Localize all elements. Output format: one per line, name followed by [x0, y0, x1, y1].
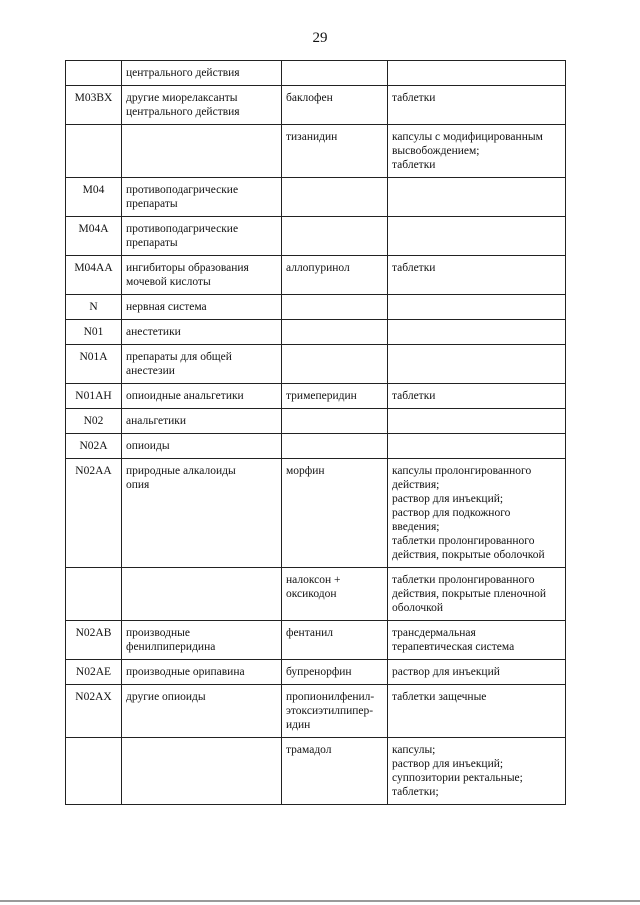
code-text: N02AX — [75, 691, 112, 703]
atc-code-cell — [66, 384, 122, 409]
form-text-line: таблетки пролонгированного — [392, 535, 535, 547]
atc-code-cell — [66, 178, 122, 217]
group-name-cell — [122, 217, 282, 256]
code-text: N02AB — [75, 627, 112, 639]
dosage-form-cell — [388, 459, 566, 568]
table-row — [66, 384, 566, 409]
code-text: N01AH — [75, 390, 112, 402]
drug-name-cell — [282, 86, 388, 125]
drug-name-cell — [282, 384, 388, 409]
name-text-line: опия — [126, 479, 150, 491]
dosage-form-cell — [388, 568, 566, 621]
table-row — [66, 459, 566, 568]
dosage-form-cell — [388, 217, 566, 256]
atc-code-cell — [66, 345, 122, 384]
dosage-form-cell — [388, 384, 566, 409]
atc-code-cell — [66, 125, 122, 178]
code-text: N01A — [79, 351, 108, 363]
form-text-line: таблетки защечные — [392, 691, 487, 703]
group-name-cell — [122, 345, 282, 384]
drug-table — [65, 60, 566, 805]
drug-text-line: тизанидин — [286, 131, 338, 143]
table-row — [66, 568, 566, 621]
page-number: 29 — [312, 30, 328, 46]
form-text-line: таблетки; — [392, 786, 439, 798]
name-text-line: опиоиды — [126, 440, 170, 452]
code-text: M03BX — [74, 92, 113, 104]
drug-name-cell — [282, 217, 388, 256]
drug-name-cell — [282, 685, 388, 738]
form-text-line: раствор для инъекций; — [392, 758, 504, 770]
name-text-line: мочевой кислоты — [126, 276, 211, 288]
form-text-line: суппозитории ректальные; — [392, 772, 523, 784]
atc-code-cell — [66, 660, 122, 685]
table-row — [66, 61, 566, 86]
form-text-line: раствор для подкожного — [392, 507, 511, 519]
code-text: N02 — [83, 415, 104, 427]
table-row — [66, 320, 566, 345]
group-name-cell — [122, 568, 282, 621]
form-text-line: капсулы; — [392, 744, 436, 756]
atc-code-cell — [66, 217, 122, 256]
drug-text-line: морфин — [286, 465, 325, 477]
dosage-form-cell — [388, 256, 566, 295]
dosage-form-cell — [388, 86, 566, 125]
code-text: M04A — [78, 223, 109, 235]
table-row — [66, 178, 566, 217]
group-name-cell — [122, 295, 282, 320]
form-text-line: оболочкой — [392, 602, 444, 614]
dosage-form-cell — [388, 685, 566, 738]
name-text-line: противоподагрические — [126, 223, 239, 235]
atc-code-cell — [66, 434, 122, 459]
name-text-line: анестезии — [126, 365, 175, 377]
group-name-cell — [122, 434, 282, 459]
dosage-form-cell — [388, 621, 566, 660]
table-row — [66, 738, 566, 805]
atc-code-cell — [66, 256, 122, 295]
table-row — [66, 660, 566, 685]
group-name-cell — [122, 409, 282, 434]
group-name-cell — [122, 125, 282, 178]
atc-code-cell — [66, 61, 122, 86]
dosage-form-cell — [388, 345, 566, 384]
table-row — [66, 256, 566, 295]
atc-code-cell — [66, 621, 122, 660]
drug-text-line: аллопуринол — [286, 262, 350, 274]
drug-text-line: пропионилфенил- — [286, 691, 375, 703]
group-name-cell — [122, 660, 282, 685]
drug-text-line: этоксиэтилпипер- — [286, 705, 374, 717]
drug-name-cell — [282, 660, 388, 685]
name-text-line: другие опиоиды — [126, 691, 206, 703]
drug-name-cell — [282, 345, 388, 384]
code-text: N01 — [83, 326, 104, 338]
name-text-line: препараты — [126, 198, 178, 210]
table-row — [66, 345, 566, 384]
form-text-line: раствор для инъекций; — [392, 493, 504, 505]
drug-name-cell — [282, 178, 388, 217]
name-text-line: опиоидные анальгетики — [126, 390, 244, 402]
form-text-line: трансдермальная — [392, 627, 476, 639]
form-text-line: капсулы с модифицированным — [392, 131, 543, 143]
table-row — [66, 125, 566, 178]
dosage-form-cell — [388, 409, 566, 434]
form-text-line: введения; — [392, 521, 440, 533]
form-text-line: действия; — [392, 479, 440, 491]
form-text-line: капсулы пролонгированного — [392, 465, 532, 477]
atc-code-cell — [66, 685, 122, 738]
code-text: N02A — [79, 440, 108, 452]
name-text-line: природные алкалоиды — [126, 465, 236, 477]
code-text: N02AA — [75, 465, 112, 477]
name-text-line: нервная система — [126, 301, 207, 313]
drug-name-cell — [282, 320, 388, 345]
drug-text-line: оксикодон — [286, 588, 337, 600]
form-text-line: таблетки пролонгированного — [392, 574, 535, 586]
form-text-line: раствор для инъекций — [392, 666, 500, 678]
drug-text-line: бупренорфин — [286, 666, 352, 678]
name-text-line: центрального действия — [126, 106, 240, 118]
table-body — [66, 61, 566, 805]
atc-code-cell — [66, 320, 122, 345]
name-text-line: производные — [126, 627, 190, 639]
name-text-line: центрального действия — [126, 67, 240, 79]
atc-code-cell — [66, 295, 122, 320]
drug-name-cell — [282, 621, 388, 660]
group-name-cell — [122, 621, 282, 660]
drug-name-cell — [282, 295, 388, 320]
dosage-form-cell — [388, 61, 566, 86]
group-name-cell — [122, 178, 282, 217]
drug-name-cell — [282, 409, 388, 434]
dosage-form-cell — [388, 125, 566, 178]
group-name-cell — [122, 685, 282, 738]
form-text-line: таблетки — [392, 92, 436, 104]
atc-code-cell — [66, 568, 122, 621]
group-name-cell — [122, 61, 282, 86]
name-text-line: анальгетики — [126, 415, 187, 427]
drug-name-cell — [282, 256, 388, 295]
drug-text-line: идин — [286, 719, 311, 731]
drug-text-line: баклофен — [286, 92, 333, 104]
name-text-line: фенилпиперидина — [126, 641, 216, 653]
form-text-line: таблетки — [392, 262, 436, 274]
table-row — [66, 86, 566, 125]
group-name-cell — [122, 384, 282, 409]
table-row — [66, 217, 566, 256]
drug-text-line: налоксон + — [286, 574, 341, 586]
form-text-line: действия, покрытые пленочной — [392, 588, 547, 600]
code-text: M04 — [82, 184, 105, 196]
name-text-line: ингибиторы образования — [126, 262, 249, 274]
group-name-cell — [122, 459, 282, 568]
name-text-line: производные орипавина — [126, 666, 245, 678]
name-text-line: препараты для общей — [126, 351, 232, 363]
drug-name-cell — [282, 434, 388, 459]
drug-name-cell — [282, 459, 388, 568]
name-text-line: анестетики — [126, 326, 181, 338]
table-row — [66, 295, 566, 320]
name-text-line: противоподагрические — [126, 184, 239, 196]
code-text: N02AE — [75, 666, 112, 678]
dosage-form-cell — [388, 434, 566, 459]
form-text-line: таблетки — [392, 390, 436, 402]
atc-code-cell — [66, 738, 122, 805]
drug-name-cell — [282, 61, 388, 86]
code-text: M04AA — [74, 262, 113, 274]
table-row — [66, 434, 566, 459]
dosage-form-cell — [388, 320, 566, 345]
scan-edge-line — [0, 900, 640, 902]
atc-code-cell — [66, 86, 122, 125]
drug-text-line: трамадол — [286, 744, 332, 756]
form-text-line: высвобождением; — [392, 145, 480, 157]
drug-name-cell — [282, 125, 388, 178]
drug-text-line: фентанил — [286, 627, 334, 639]
form-text-line: терапевтическая система — [392, 641, 515, 653]
group-name-cell — [122, 738, 282, 805]
name-text-line: препараты — [126, 237, 178, 249]
group-name-cell — [122, 256, 282, 295]
drug-text-line: тримеперидин — [286, 390, 357, 402]
dosage-form-cell — [388, 178, 566, 217]
table-row — [66, 685, 566, 738]
atc-code-cell — [66, 459, 122, 568]
table-row — [66, 409, 566, 434]
table-row — [66, 621, 566, 660]
drug-name-cell — [282, 568, 388, 621]
drug-name-cell — [282, 738, 388, 805]
dosage-form-cell — [388, 295, 566, 320]
name-text-line: другие миорелаксанты — [126, 92, 238, 104]
group-name-cell — [122, 320, 282, 345]
form-text-line: действия, покрытые оболочкой — [392, 549, 545, 561]
code-text: N — [89, 301, 98, 313]
group-name-cell — [122, 86, 282, 125]
dosage-form-cell — [388, 738, 566, 805]
atc-code-cell — [66, 409, 122, 434]
dosage-form-cell — [388, 660, 566, 685]
form-text-line: таблетки — [392, 159, 436, 171]
